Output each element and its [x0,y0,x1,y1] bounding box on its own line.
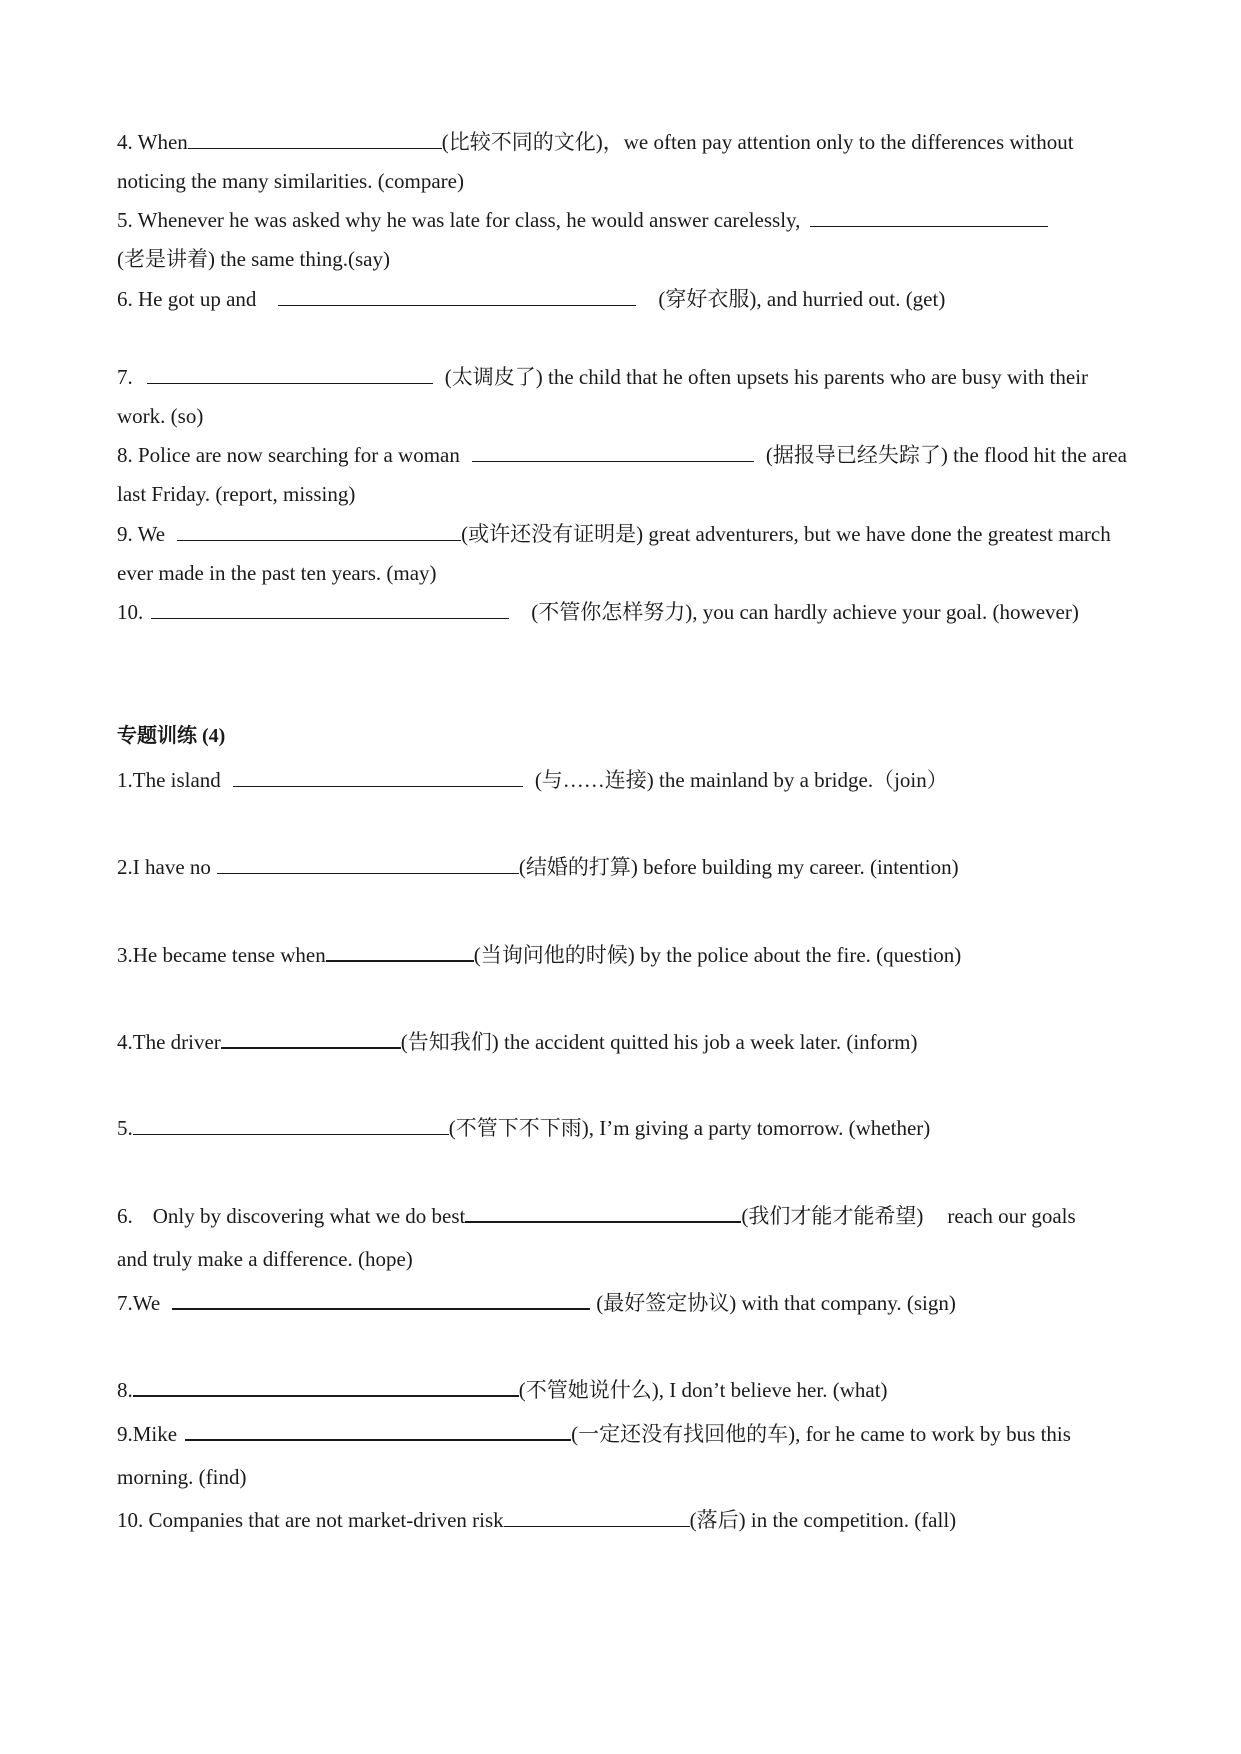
b-q1-hint: (与……连接) the mainland by a bridge.（join） [534,768,948,792]
b-q7-hint: (最好签定协议) with that company. (sign) [596,1291,956,1315]
a-q10-line1 [117,598,1079,626]
a-q9-line1 [117,520,1111,548]
a-q10-lead: 10. [117,600,144,624]
b-q3-lead: 3.He became tense when [117,943,326,967]
b-q2-line1 [117,853,959,881]
b-q6-line2: and truly make a difference. (hope) [117,1247,413,1271]
a-q6-blank[interactable] [278,285,636,306]
b-q4-blank[interactable] [221,1027,401,1049]
b-q6-line1 [117,1201,1076,1230]
a-q4-lead: 4. When [117,130,188,154]
b-q1-blank[interactable] [233,766,523,787]
a-q8-line1 [117,441,1127,469]
a-q7-hint: (太调皮了) the child that he often upsets his parents who are busy with their [444,365,1089,389]
b-q3-hint: (当询问他的时候) by the police about the fire. (question) [473,943,962,967]
b-q4-line1 [117,1027,917,1056]
b-q8-line1 [117,1375,888,1404]
b-q8-lead: 8. [117,1378,133,1402]
a-q9-line2: ever made in the past ten years. (may) [117,561,437,585]
b-q9-blank[interactable] [185,1419,571,1441]
a-q4-line2: noticing the many similarities. (compare) [117,169,464,193]
b-q5-lead: 5. [117,1116,133,1140]
b-q5-blank[interactable] [133,1114,449,1135]
a-q5-line1 [117,206,1048,234]
a-q9-hint: (或许还没有证明是) great adventurers, but we have done the greatest march [461,522,1111,546]
b-q2-hint: (结婚的打算) before building my career. (intention) [518,855,959,879]
a-q5-blank[interactable] [810,206,1048,227]
b-q9-line2: morning. (find) [117,1465,247,1489]
a-q4-blank[interactable] [188,128,442,149]
b-q3-line1 [117,940,961,969]
b-q5-line1 [117,1114,930,1142]
a-q8-blank[interactable] [472,441,754,462]
b-q7-line1 [117,1288,956,1317]
b-q7-blank[interactable] [172,1288,590,1310]
a-q9-blank[interactable] [177,520,461,541]
b-q6-blank[interactable] [465,1201,741,1223]
a-q8-hint: (据报导已经失踪了) the flood hit the area [765,443,1127,467]
b-q10-lead: 10. Companies that are not market-driven risk [117,1508,504,1532]
b-q6-tail: reach our goals [947,1204,1076,1228]
a-q7-line2: work. (so) [117,404,204,428]
b-q10-blank[interactable] [504,1506,690,1527]
a-q6-lead: 6. He got up and [117,287,257,311]
a-q9-lead: 9. We [117,522,166,546]
b-q4-hint: (告知我们) the accident quitted his job a week later. (inform) [400,1030,918,1054]
a-q6-line1 [117,285,945,313]
b-q9-lead: 9.Mike [117,1422,178,1446]
a-q10-hint: (不管你怎样努力), you can hardly achieve your goal. (however) [531,600,1079,624]
b-q7-lead: 7.We [117,1291,161,1315]
b-q2-lead: 2.I have no [117,855,211,879]
b-q6-hint: (我们才能才能希望) [741,1204,924,1228]
a-q4-hint: (比较不同的文化)，we often pay attention only to the differences without [441,130,1074,154]
b-q4-lead: 4.The driver [117,1030,221,1054]
b-q3-blank[interactable] [326,940,474,962]
a-q7-lead: 7. [117,365,133,389]
b-q2-blank[interactable] [217,853,519,874]
b-q1-lead: 1.The island [117,768,221,792]
a-q5-line2: (老是讲着) the same thing.(say) [117,247,390,271]
a-q4-line1 [117,128,1074,156]
b-q1-line1 [117,766,948,794]
b-q6-lead: 6. [117,1204,133,1228]
b-q10-line1 [117,1506,956,1534]
a-q6-hint: (穿好衣服), and hurried out. (get) [658,287,946,311]
a-q8-line2: last Friday. (report, missing) [117,482,356,506]
a-q10-blank[interactable] [151,598,509,619]
b-q10-hint: (落后) in the competition. (fall) [689,1508,957,1532]
b-q8-hint: (不管她说什么), I don’t believe her. (what) [518,1378,888,1402]
a-q5-lead: 5. Whenever he was asked why he was late for class, he would answer carelessly, [117,208,801,232]
a-q7-blank[interactable] [147,363,433,384]
a-q7-line1 [117,363,1088,391]
b-q8-blank[interactable] [133,1375,519,1397]
b-q6-lead2: Only by discovering what we do best [152,1204,466,1228]
b-q5-hint: (不管下不下雨), I’m giving a party tomorrow. (whether) [448,1116,931,1140]
b-q9-hint: (一定还没有找回他的车), for he came to work by bus this [571,1422,1071,1446]
a-q8-lead: 8. Police are now searching for a woman [117,443,460,467]
section-title: 专题训练 (4) [117,725,226,747]
b-q9-line1 [117,1419,1071,1448]
